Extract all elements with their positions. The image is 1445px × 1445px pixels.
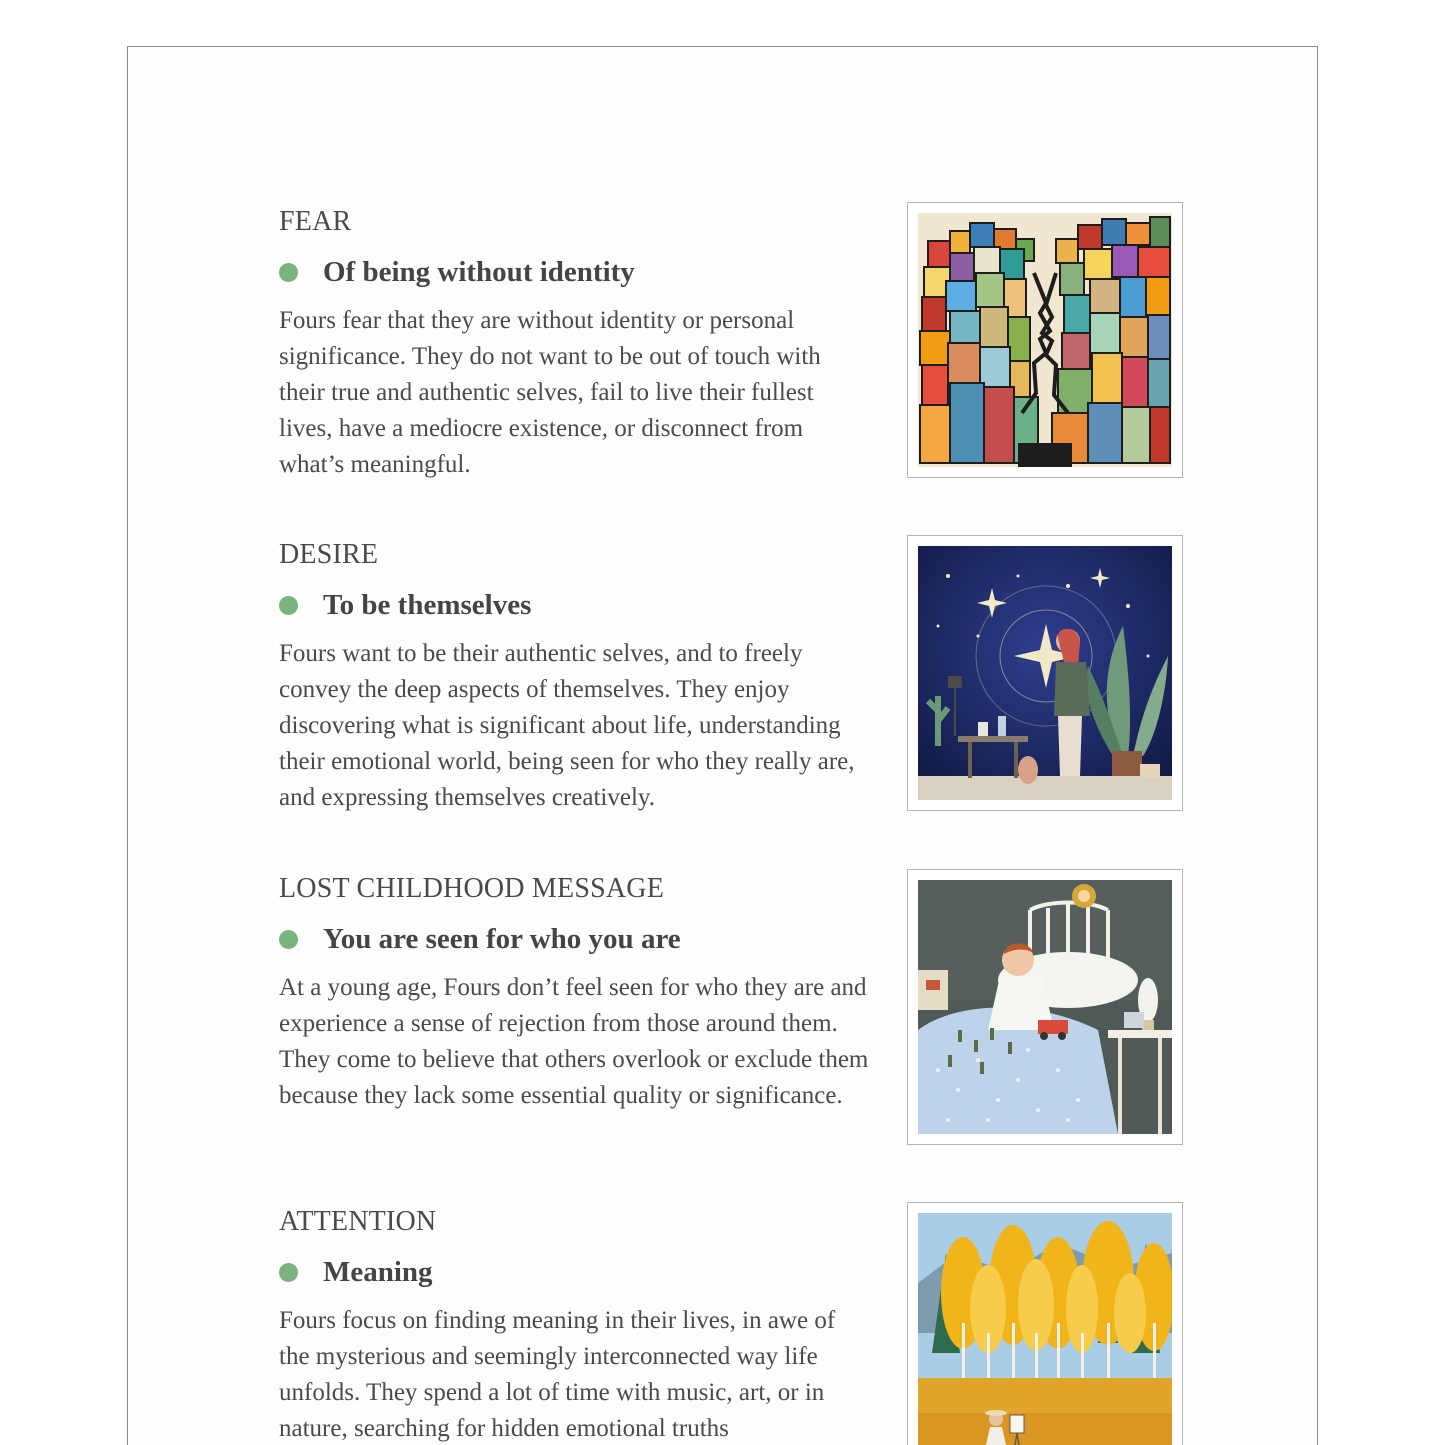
section-body: Fours fear that they are without identity or personal significance. They do not want to be out of touch with their true and authentic selves, fail to live their fullest lives, have a mediocre existence, or disconnect from what’s meaningful. [279,307,821,478]
child-in-bed-illustration [907,869,1183,1145]
subheading-text: To be themselves [323,588,532,621]
section-heading: FEAR [279,206,352,237]
section-heading: LOST CHILDHOOD MESSAGE [279,873,665,904]
section-subheading [279,252,635,292]
section-desire [279,535,1184,835]
section-fear [279,202,1184,502]
subheading-text: Meaning [323,1255,433,1288]
autumn-forest-painter-illustration [907,1202,1183,1445]
section-attention [279,1202,1184,1445]
starry-night-woman-illustration [907,535,1183,811]
section-subheading [279,1252,433,1292]
bullet-dot-icon [279,596,298,615]
child-in-bed-illustration-icon [918,880,1172,1134]
section-heading: ATTENTION [279,1206,437,1237]
section-body: Fours want to be their authentic selves, and to freely convey the deep aspects of themselves. They enjoy discovering what is significant about life, understanding their emotional world, being seen for who they really are, and expressing themselves creatively. [279,640,855,811]
mosaic-faces-painting-icon [918,213,1172,467]
section-subheading [279,919,681,959]
subheading-text: Of being without identity [323,255,635,288]
section-heading: DESIRE [279,539,379,570]
bullet-dot-icon [279,1263,298,1282]
section-lost-childhood-message [279,869,1184,1169]
autumn-forest-painter-illustration-icon [918,1213,1172,1445]
starry-night-woman-illustration-icon [918,546,1172,800]
subheading-text: You are seen for who you are [323,922,681,955]
section-subheading [279,585,531,625]
bullet-dot-icon [279,263,298,282]
bullet-dot-icon [279,930,298,949]
section-body: At a young age, Fours don’t feel seen for who they are and experience a sense of rejection from those around them. They come to believe that others overlook or exclude them because they lack some essential quality or significance. [279,974,869,1109]
mosaic-faces-painting [907,202,1183,478]
section-body: Fours focus on finding meaning in their lives, in awe of the mysterious and seemingly interconnected way life unfolds. They spend a lot of time with music, art, or in nature, searching for hidden emotional truths [279,1307,836,1442]
